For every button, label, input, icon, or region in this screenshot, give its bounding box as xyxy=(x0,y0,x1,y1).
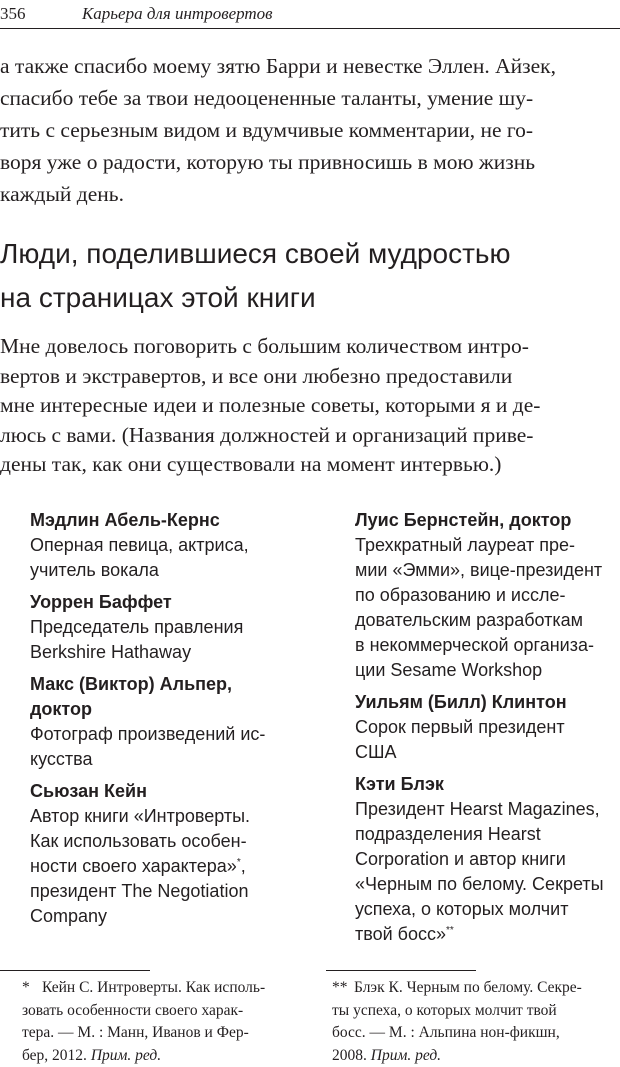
person-name: доктор xyxy=(30,697,300,722)
person-role: Как использовать особен- xyxy=(30,829,300,854)
person-role: Трехкратный лауреат пре- xyxy=(355,533,620,558)
person-role: мии «Эмми», вице-президент xyxy=(355,558,620,583)
person-role: довательским разработкам xyxy=(355,608,620,633)
lead-line: дены так, как они существовали на момент интервью.) xyxy=(0,450,620,480)
person-role xyxy=(30,854,300,879)
footnote-line xyxy=(22,1045,302,1067)
person-role: учитель вокала xyxy=(30,558,300,583)
person-entry xyxy=(30,779,300,929)
person-role: Corporation и автор книги xyxy=(355,847,620,872)
lead-line: вертов и экстравертов, и все они любезно предоставили xyxy=(0,362,620,392)
footnote-note: Прим. ред. xyxy=(91,1047,161,1064)
intro-line: спасибо тебе за твои недооцененные таланты, умение шу- xyxy=(0,82,620,114)
intro-line: тить с серьезным видом и вдумчивые комментарии, не го- xyxy=(0,114,620,146)
person-entry xyxy=(355,772,620,947)
page-number: 356 xyxy=(0,4,26,24)
person-role: Company xyxy=(30,904,300,929)
person-role: ции Sesame Workshop xyxy=(355,658,620,683)
lead-line: мне интересные идеи и полезные советы, которыми я и де- xyxy=(0,391,620,421)
section-title-line: Люди, поделившиеся своей мудростью xyxy=(0,232,511,276)
footnote-ref[interactable]: * xyxy=(237,857,241,868)
page-header xyxy=(0,0,620,30)
person-entry xyxy=(30,672,300,772)
footnote-rule-left xyxy=(0,970,150,971)
footnote-line xyxy=(22,977,302,1000)
person-entry xyxy=(30,508,300,583)
intro-paragraph xyxy=(0,50,620,210)
footnote-line xyxy=(332,977,617,1000)
people-column-right xyxy=(355,508,620,954)
person-role: Berkshire Hathaway xyxy=(30,640,300,665)
lead-line: Мне довелось поговорить с большим количеством интро- xyxy=(0,332,620,362)
person-name: Мэдлин Абель-Кернс xyxy=(30,508,300,533)
person-role: в некоммерческой организа- xyxy=(355,633,620,658)
person-name: Макс (Виктор) Альпер, xyxy=(30,672,300,697)
role-text: ности своего характера» xyxy=(30,856,237,876)
footnote-mark: ** xyxy=(332,977,354,1000)
footnote-line: тера. — М. : Манн, Иванов и Фер- xyxy=(22,1022,302,1045)
footnote-note: Прим. ред. xyxy=(371,1047,441,1064)
footnote-line xyxy=(332,1045,617,1067)
person-entry xyxy=(355,508,620,683)
footnote-line: ты успеха, о которых молчит твой xyxy=(332,1000,617,1023)
person-role xyxy=(355,922,620,947)
running-title: Карьера для интровертов xyxy=(82,4,273,24)
footnote-text: бер, 2012. xyxy=(22,1047,87,1064)
footnote-text: Кейн С. Интроверты. Как исполь- xyxy=(42,979,265,996)
section-title-line: на страницах этой книги xyxy=(0,276,511,320)
person-name: Сьюзан Кейн xyxy=(30,779,300,804)
person-role: Сорок первый президент xyxy=(355,715,620,740)
lead-line: люсь с вами. (Названия должностей и организаций приве- xyxy=(0,421,620,451)
footnote-text: 2008. xyxy=(332,1047,367,1064)
header-rule xyxy=(0,28,620,29)
person-role: «Черным по белому. Секреты xyxy=(355,872,620,897)
person-role: Председатель правления xyxy=(30,615,300,640)
person-role: Автор книги «Интроверты. xyxy=(30,804,300,829)
person-entry xyxy=(30,590,300,665)
person-role: Президент Hearst Magazines, xyxy=(355,797,620,822)
people-column-left xyxy=(30,508,300,936)
role-text: твой босс» xyxy=(355,924,446,944)
person-role: по образованию и иссле- xyxy=(355,583,620,608)
person-role: успеха, о которых молчит xyxy=(355,897,620,922)
person-name: Уильям (Билл) Клинтон xyxy=(355,690,620,715)
person-role: Оперная певица, актриса, xyxy=(30,533,300,558)
person-name: Луис Бернстейн, доктор xyxy=(355,508,620,533)
footnote-line: босс. — М. : Альпина нон-фикшн, xyxy=(332,1022,617,1045)
footnote-left xyxy=(22,977,302,1067)
lead-paragraph xyxy=(0,332,620,480)
person-role: США xyxy=(355,740,620,765)
person-role: Фотограф произведений ис- xyxy=(30,722,300,747)
person-entry xyxy=(355,690,620,765)
footnote-line: зовать особенности своего харак- xyxy=(22,1000,302,1023)
intro-line: а также спасибо моему зятю Барри и невестке Эллен. Айзек, xyxy=(0,50,620,82)
intro-line: каждый день. xyxy=(0,178,620,210)
person-name: Уоррен Баффет xyxy=(30,590,300,615)
footnote-mark: * xyxy=(22,977,42,1000)
footnote-rule-right xyxy=(326,970,476,971)
person-role: президент The Negotiation xyxy=(30,879,300,904)
person-name: Кэти Блэк xyxy=(355,772,620,797)
intro-line: воря уже о радости, которую ты привносишь в мою жизнь xyxy=(0,146,620,178)
person-role: подразделения Hearst xyxy=(355,822,620,847)
footnote-right xyxy=(332,977,617,1067)
section-title xyxy=(0,232,511,320)
role-comma: , xyxy=(241,856,246,876)
footnote-text: Блэк К. Черным по белому. Секре- xyxy=(354,979,582,996)
person-role: кусства xyxy=(30,747,300,772)
footnote-ref[interactable]: ** xyxy=(446,925,454,936)
